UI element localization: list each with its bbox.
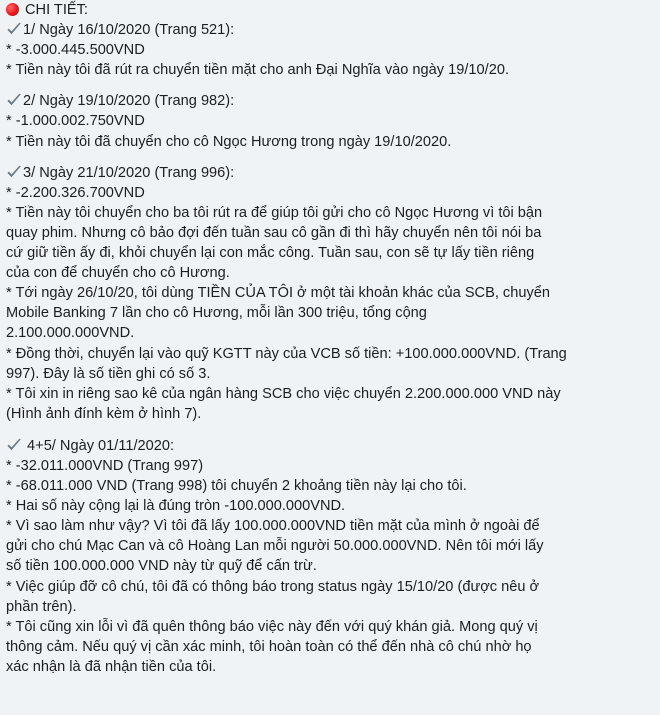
entry-text-line: số tiền 100.000.000 VND này từ quỹ để cấn trừ.	[6, 558, 317, 575]
entry-text-line: phần trên).	[6, 598, 77, 615]
section-title	[6, 0, 654, 20]
entry-text-line: * Việc giúp đỡ cô chú, tôi đã có thông báo trong status ngày 15/10/20 (được nêu ở	[6, 578, 540, 595]
section-spacer	[6, 152, 654, 163]
entry-section	[6, 20, 654, 80]
section-title-text: CHI TIẾT:	[25, 2, 88, 18]
entry-heading	[6, 20, 654, 40]
entry-section	[6, 436, 654, 677]
entry-text-line: 997). Đây là số tiền ghi có số 3.	[6, 365, 211, 382]
entry-text-line: * Tôi cũng xin lỗi vì đã quên thông báo việc này đến với quý khán giả. Mong quý vị	[6, 618, 538, 635]
entry-text-line: * Tôi xin in riêng sao kê của ngân hàng SCB cho việc chuyển 2.200.000.000 VND này	[6, 385, 561, 402]
red-circle-icon	[6, 3, 19, 16]
entry-text-line: * -2.200.326.700VND	[6, 184, 145, 201]
entry-text-line: xác nhận là đã nhận tiền của tôi.	[6, 658, 217, 675]
entry-heading-text: 4+5/ Ngày 01/11/2020:	[23, 437, 175, 454]
check-mark-icon	[6, 165, 22, 179]
entry-text-line: của con để chuyển cho cô Hương.	[6, 265, 230, 282]
entry-text-line: * Tiền này tôi đã rút ra chuyển tiền mặt cho anh Đại Nghĩa vào ngày 19/10/20.	[6, 62, 509, 79]
entry-text-line: * -1.000.002.750VND	[6, 113, 145, 130]
entry-text-line: * -68.011.000 VND (Trang 998) tôi chuyển 2 khoảng tiền này lại cho tôi.	[6, 478, 467, 495]
entry-text-line: * -3.000.445.500VND	[6, 42, 145, 59]
check-mark-icon	[6, 93, 22, 107]
entry-text-line: cứ giữ tiền ấy đi, khỏi chuyển lại con mắc công. Tuần sau, con sẽ tự lấy tiền riêng	[6, 245, 535, 262]
entry-section	[6, 91, 654, 151]
entry-heading	[6, 436, 654, 456]
entry-heading-text: 3/ Ngày 21/10/2020 (Trang 996):	[23, 164, 235, 181]
entry-text-line: * Hai số này cộng lại là đúng tròn -100.000.000VND.	[6, 498, 346, 515]
entry-text-line: thông cảm. Nếu quý vị cần xác minh, tôi hoàn toàn có thể đến nhà cô chú nhờ họ	[6, 638, 532, 655]
entry-heading-text: 1/ Ngày 16/10/2020 (Trang 521):	[23, 22, 235, 39]
section-spacer	[6, 424, 654, 436]
entry-text-line: (Hình ảnh đính kèm ở hình 7).	[6, 405, 202, 422]
entry-heading-text: 2/ Ngày 19/10/2020 (Trang 982):	[23, 93, 235, 110]
entry-text-line: * Tiền này tôi chuyển cho ba tôi rút ra để giúp tôi gửi cho cô Ngọc Hương vì tôi bận	[6, 204, 543, 221]
entry-text-line: * -32.011.000VND (Trang 997)	[6, 457, 204, 474]
entry-heading	[6, 163, 654, 183]
entry-text-line: * Đồng thời, chuyển lại vào quỹ KGTT này của VCB số tiền: +100.000.000VND. (Trang	[6, 345, 567, 362]
entry-text-line: * Tới ngày 26/10/20, tôi dùng TIỀN CỦA TÔI ở một tài khoản khác của SCB, chuyển	[6, 285, 550, 302]
entry-text-line: 2.100.000.000VND.	[6, 325, 135, 342]
entry-text-line: gửi cho chú Mạc Can và cô Hoàng Lan mỗi người 50.000.000VND. Nên tôi mới lấy	[6, 538, 544, 555]
entry-text-line: Mobile Banking 7 lần cho cô Hương, mỗi lần 300 triệu, tổng cộng	[6, 305, 427, 322]
check-mark-icon	[6, 22, 22, 36]
entry-text-line: * Vì sao làm như vậy? Vì tôi đã lấy 100.000.000VND tiền mặt của mình ở ngoài để	[6, 518, 540, 535]
check-mark-icon	[6, 438, 22, 452]
entry-section	[6, 163, 654, 424]
sections-container	[6, 20, 654, 677]
entry-text-line: quay phim. Nhưng cô bảo đợi đến tuần sau cô gần đi thì hãy chuyển nên tôi nói ba	[6, 224, 542, 241]
section-spacer	[6, 80, 654, 91]
entry-heading	[6, 91, 654, 111]
entry-text-line: * Tiền này tôi đã chuyển cho cô Ngọc Hương trong ngày 19/10/2020.	[6, 133, 452, 150]
